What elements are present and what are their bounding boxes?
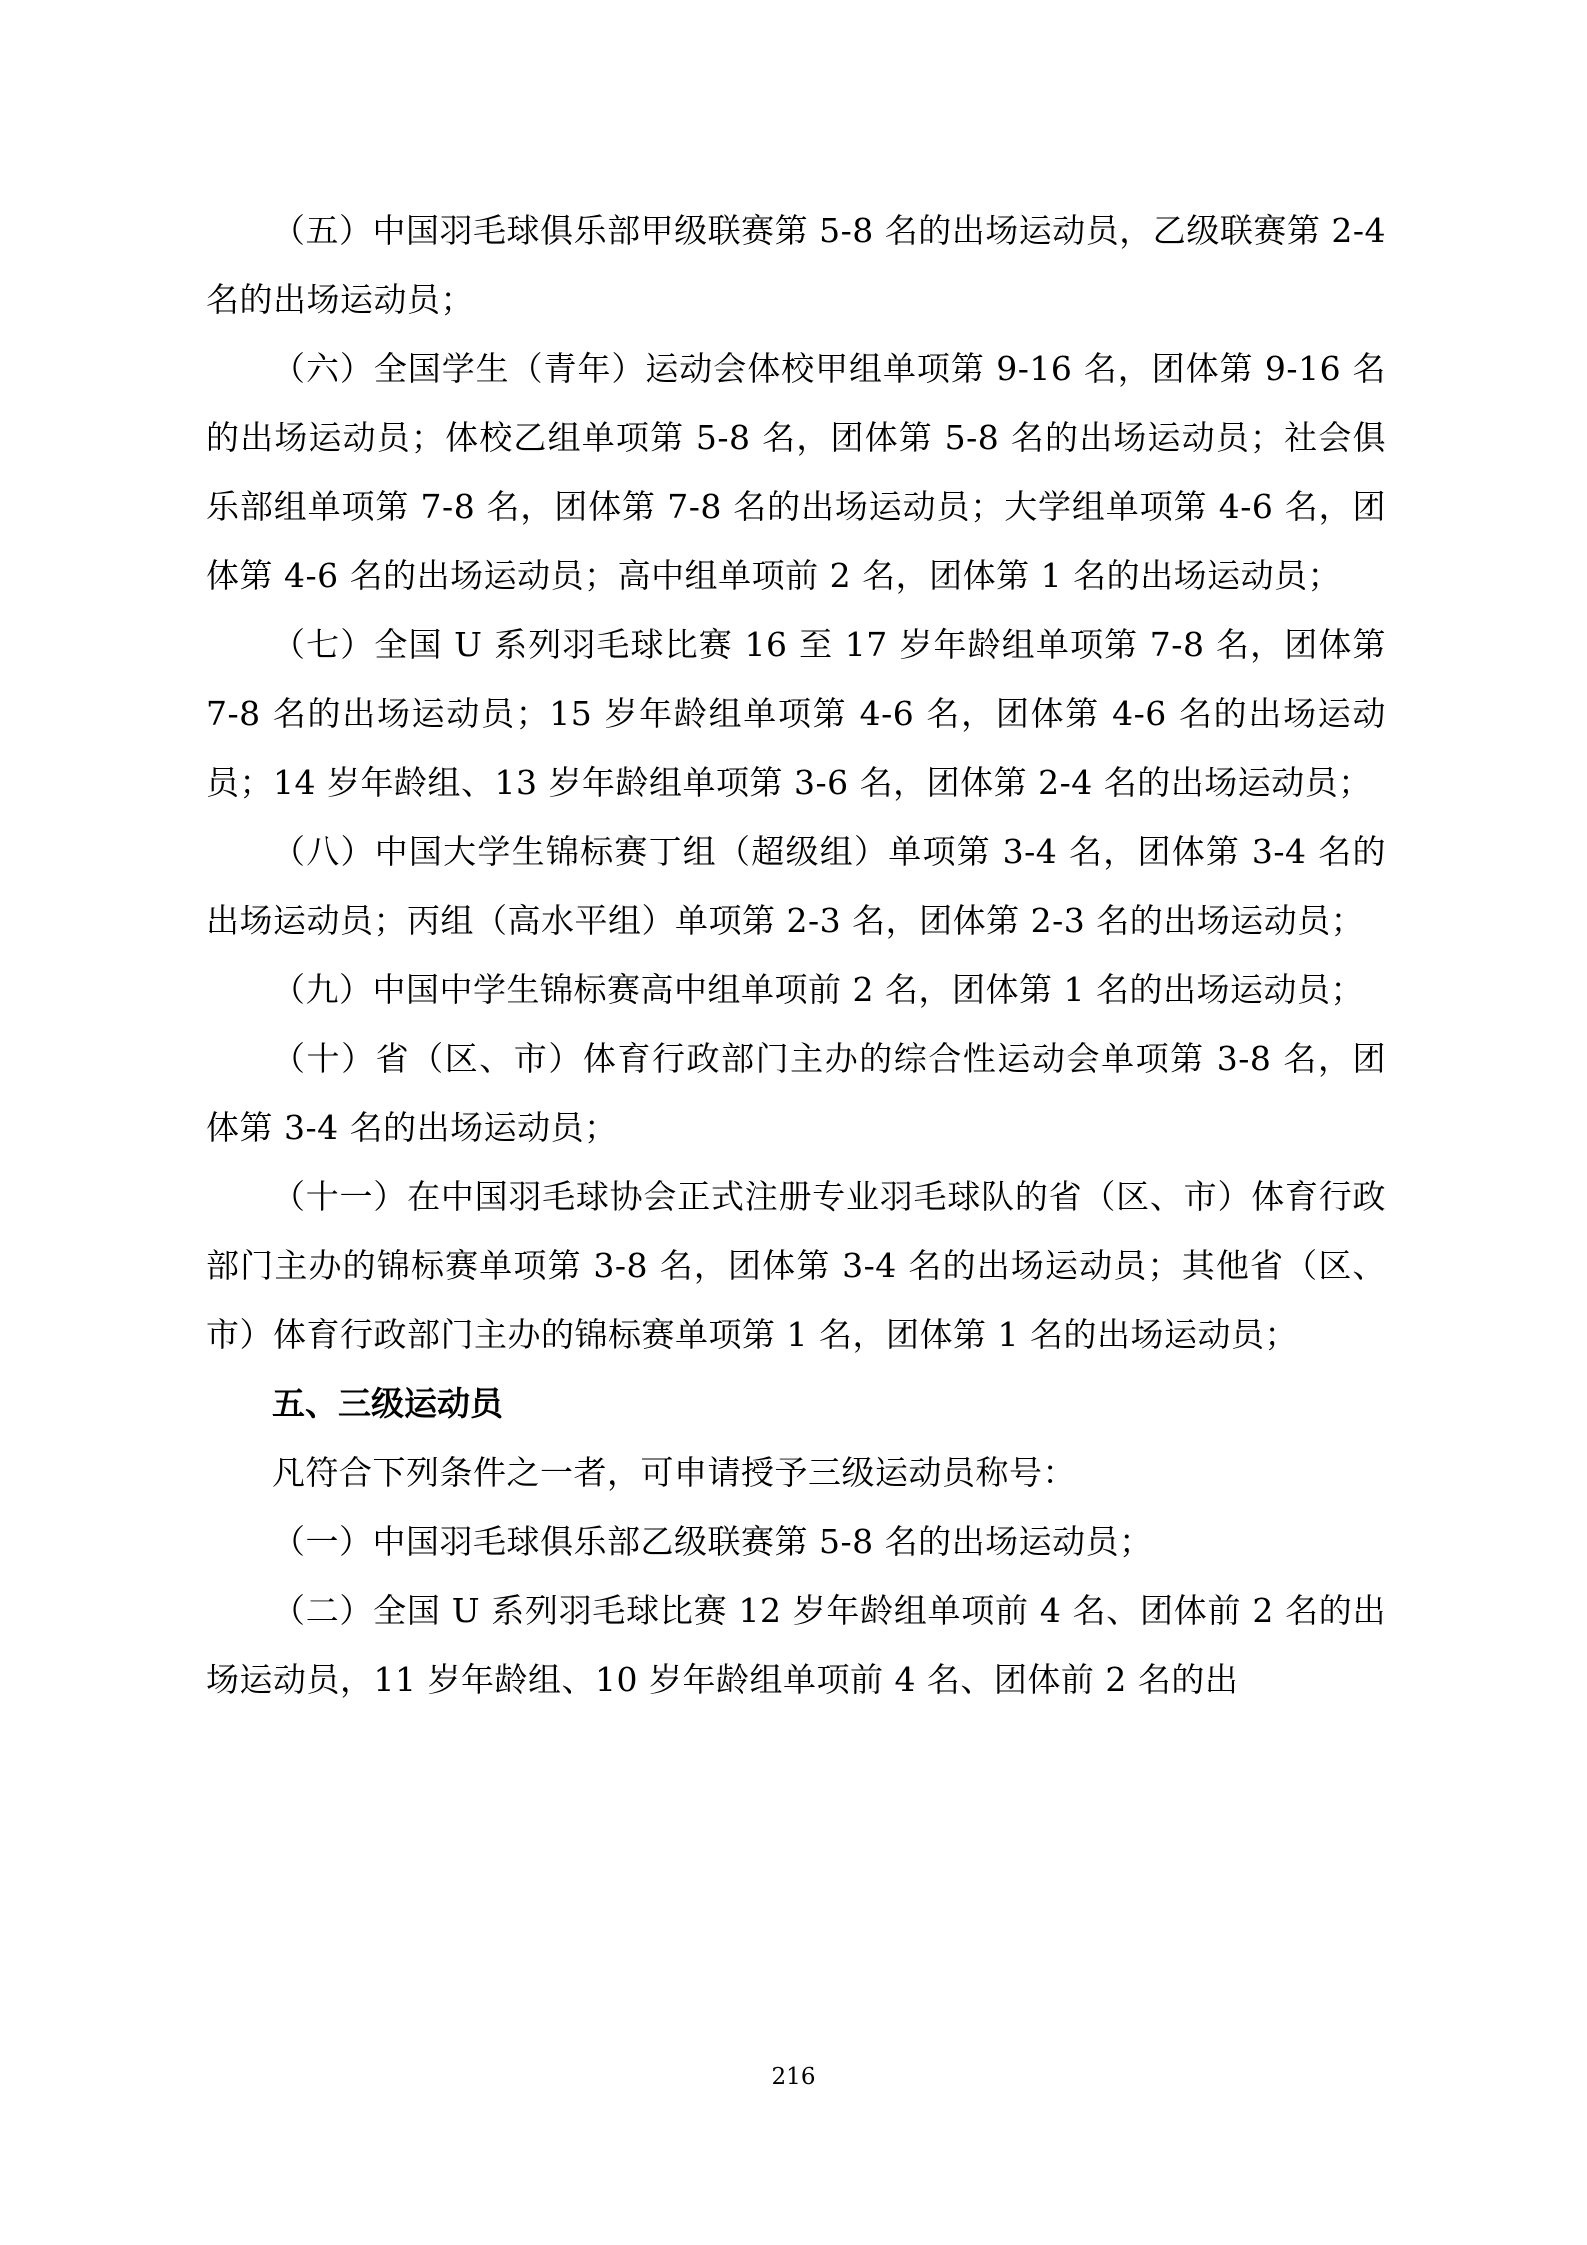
- page-number: 216: [771, 2064, 816, 2090]
- section-item-1: （一）中国羽毛球俱乐部乙级联赛第 5-8 名的出场运动员；: [272, 1522, 1153, 1561]
- section-item-2: （二）全国 U 系列羽毛球比赛 12 岁年龄组单项前 4 名、团体前 2 名的出场运动员，11 岁年龄组、10 岁年龄组单项前 4 名、团体前 2 名的出: [206, 1591, 1386, 1699]
- section-heading: 五、三级运动员: [272, 1384, 503, 1423]
- paragraph-item-5: （五）中国羽毛球俱乐部甲级联赛第 5-8 名的出场运动员，乙级联赛第 2-4 名的出场运动员；: [206, 211, 1386, 319]
- paragraph-item-10: （十）省（区、市）体育行政部门主办的综合性运动会单项第 3-8 名，团体第 3-4 名的出场运动员；: [206, 1039, 1386, 1147]
- document-body: [206, 196, 1386, 1714]
- paragraph-item-9: （九）中国中学生锦标赛高中组单项前 2 名，团体第 1 名的出场运动员；: [272, 970, 1364, 1009]
- paragraph-item-8: （八）中国大学生锦标赛丁组（超级组）单项第 3-4 名，团体第 3-4 名的出场运动员；丙组（高水平组）单项第 2-3 名，团体第 2-3 名的出场运动员；: [206, 832, 1386, 940]
- paragraph-item-6: （六）全国学生（青年）运动会体校甲组单项第 9-16 名，团体第 9-16 名的出场运动员；体校乙组单项第 5-8 名，团体第 5-8 名的出场运动员；社会俱乐部组单项第 7-8 名，团体第 7-8 名的出场运动员；大学组单项第 4-6 名，团体第 4-6 名的出场运动员；高中组单项前 2 名，团体第 1 名的出场运动员；: [206, 349, 1386, 595]
- paragraph-item-7: （七）全国 U 系列羽毛球比赛 16 至 17 岁年龄组单项第 7-8 名，团体第 7-8 名的出场运动员；15 岁年龄组单项第 4-6 名，团体第 4-6 名的出场运动员；14 岁年龄组、13 岁年龄组单项第 3-6 名，团体第 2-4 名的出场运动员；: [206, 625, 1386, 802]
- section-intro: 凡符合下列条件之一者，可申请授予三级运动员称号：: [272, 1453, 1076, 1492]
- paragraph-item-11: （十一）在中国羽毛球协会正式注册专业羽毛球队的省（区、市）体育行政部门主办的锦标赛单项第 3-8 名，团体第 3-4 名的出场运动员；其他省（区、市）体育行政部门主办的锦标赛单项第 1 名，团体第 1 名的出场运动员；: [206, 1177, 1386, 1354]
